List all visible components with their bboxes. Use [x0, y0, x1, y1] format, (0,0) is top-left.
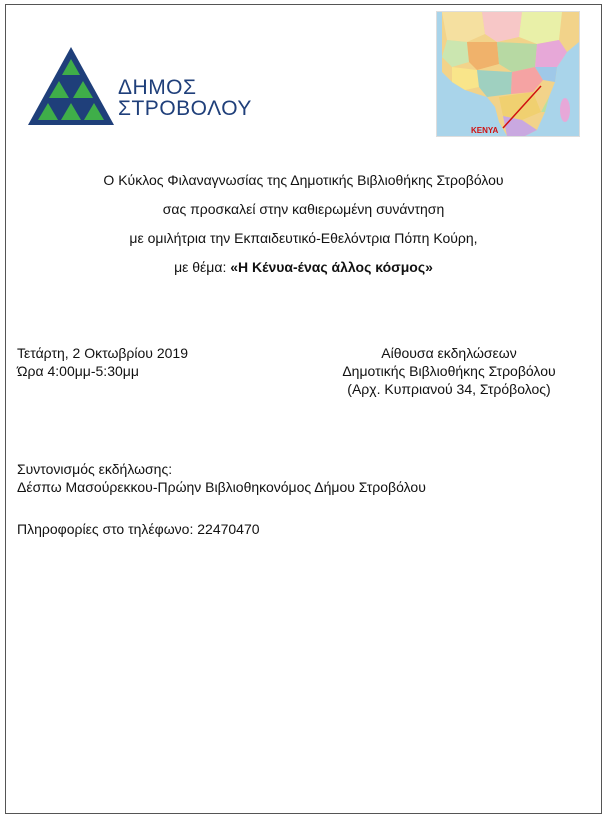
municipality-logo	[26, 45, 252, 127]
event-time: Ώρα 4:00μμ-5:30μμ	[17, 363, 139, 379]
topic-title: «Η Κένυα-ένας άλλος κόσμος»	[230, 259, 433, 275]
logo-triangle-icon	[26, 45, 116, 127]
contact-phone: Πληροφορίες στο τηλέφωνο: 22470470	[17, 521, 260, 537]
map-kenya-label: KENYA	[471, 126, 499, 135]
logo-text	[118, 77, 252, 119]
coordination-block	[17, 460, 426, 496]
venue-line-1: Αίθουσα εκδηλώσεων	[381, 345, 517, 361]
logo-line1: ΔΗΜΟΣ	[118, 76, 197, 99]
intro-line-2: σας προσκαλεί στην καθιερωμένη συνάντηση	[162, 201, 445, 217]
venue-line-3: (Αρχ. Κυπριανού 34, Στρόβολος)	[347, 381, 551, 397]
intro-line-3: με ομιλήτρια την Εκπαιδευτικό-Εθελόντρια Πόπη Κούρη,	[129, 230, 478, 246]
venue-line-2: Δημοτικής Βιβλιοθήκης Στροβόλου	[342, 363, 556, 379]
africa-map-image	[436, 11, 580, 137]
topic-prefix: με θέμα:	[174, 259, 231, 275]
invitation-intro	[6, 171, 601, 287]
event-venue	[306, 344, 592, 398]
coordination-name: Δέσπω Μασούρεκκου-Πρώην Βιβλιοθηκονόμος Δήμου Στροβόλου	[17, 479, 426, 495]
logo-line2: ΣΤΡΟΒΟΛΟΥ	[118, 97, 252, 120]
event-date: Τετάρτη, 2 Οκτωβρίου 2019	[17, 345, 188, 361]
invitation-page	[5, 4, 602, 814]
intro-line-1: Ο Κύκλος Φιλαναγνωσίας της Δημοτικής Βιβλιοθήκης Στροβόλου	[103, 172, 504, 188]
africa-map-icon	[437, 12, 579, 136]
coordination-label: Συντονισμός εκδήλωσης:	[17, 461, 173, 477]
event-datetime	[17, 344, 188, 380]
intro-line-4	[6, 258, 601, 287]
